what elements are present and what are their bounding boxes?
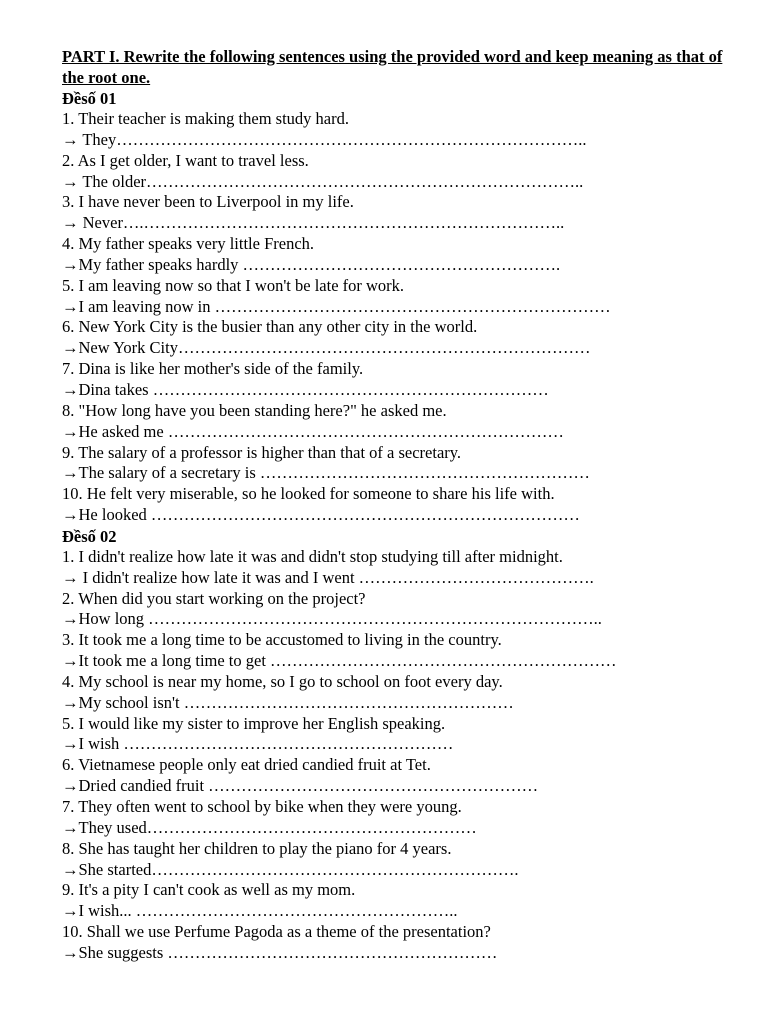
answer-prompt: →The salary of a secretary is …………………………………………………… — [62, 463, 590, 483]
answer-prompt: →He asked me ……………………………………………………………… — [62, 421, 564, 441]
answer-prompt: → I didn't realize how late it was and I went ……………………………………. — [62, 567, 594, 587]
question-text: 8. She has taught her children to play the piano for 4 years. — [62, 838, 452, 858]
answer-prompt: → They………………………………………………………………………….. — [62, 129, 587, 149]
question-text: 2. As I get older, I want to travel less. — [62, 150, 309, 170]
exercise-set — [62, 526, 732, 964]
answer-prompt: →My father speaks hardly …………………………………………………. — [62, 254, 561, 274]
answer-prompt: →New York City………………………………………………………………… — [62, 338, 591, 358]
answer-prompt: →I wish... ………………………………………………….. — [62, 901, 458, 921]
question-text: 1. I didn't realize how late it was and didn't stop studying till after midnight. — [62, 546, 563, 566]
answer-prompt: →It took me a long time to get ……………………………………………………… — [62, 651, 617, 671]
exercise-sets — [62, 88, 732, 964]
question-text: 6. Vietnamese people only eat dried candied fruit at Tet. — [62, 755, 431, 775]
question-text: 4. My father speaks very little French. — [62, 234, 315, 254]
answer-prompt: →I am leaving now in ……………………………………………………………… — [62, 296, 611, 316]
answer-prompt: →Dried candied fruit …………………………………………………… — [62, 776, 539, 796]
question-text: 5. I am leaving now so that I won't be late for work. — [62, 275, 405, 295]
answer-prompt: →She started…………………………………………………………. — [62, 859, 519, 879]
answer-prompt: →My school isn't …………………………………………………… — [62, 692, 514, 712]
question-text: 1. Their teacher is making them study hard. — [62, 109, 349, 128]
question-text: 7. They often went to school by bike when they were young. — [62, 797, 462, 816]
question-text: 8. "How long have you been standing here?" he asked me. — [62, 400, 447, 420]
answer-prompt: →She suggests …………………………………………………… — [62, 942, 498, 962]
part-heading: PART I. Rewrite the following sentences using the provided word and keep meaning as that of the root one. — [62, 47, 723, 87]
question-text: 6. New York City is the busier than any other city in the world. — [62, 317, 478, 337]
document-content — [62, 46, 732, 964]
set-title: Đềsố 01 — [62, 89, 117, 108]
question-text: 3. I have never been to Liverpool in my life. — [62, 192, 354, 212]
question-text: 2. When did you start working on the project? — [62, 588, 366, 608]
answer-prompt: →How long ……………………………………………………………………….. — [62, 609, 602, 629]
answer-prompt: →They used…………………………………………………… — [62, 817, 477, 837]
question-text: 7. Dina is like her mother's side of the family. — [62, 359, 364, 379]
answer-prompt: → Never….………………………………………………………………….. — [62, 213, 565, 233]
answer-prompt: →Dina takes ……………………………………………………………… — [62, 379, 549, 399]
question-text: 10. Shall we use Perfume Pagoda as a theme of the presentation? — [62, 922, 491, 942]
answer-prompt: →He looked …………………………………………………………………… — [62, 505, 580, 525]
question-text: 9. It's a pity I can't cook as well as my mom. — [62, 880, 356, 900]
question-text: 10. He felt very miserable, so he looked for someone to share his life with. — [62, 484, 555, 504]
question-text: 5. I would like my sister to improve her English speaking. — [62, 713, 446, 733]
question-text: 9. The salary of a professor is higher than that of a secretary. — [62, 442, 462, 462]
set-title: Đềsố 02 — [62, 526, 117, 546]
exercise-set — [62, 88, 732, 526]
question-text: 3. It took me a long time to be accustomed to living in the country. — [62, 630, 502, 650]
answer-prompt: → The older…………………………………………………………………….. — [62, 171, 584, 191]
question-text: 4. My school is near my home, so I go to school on foot every day. — [62, 671, 503, 691]
answer-prompt: →I wish …………………………………………………… — [62, 734, 454, 754]
